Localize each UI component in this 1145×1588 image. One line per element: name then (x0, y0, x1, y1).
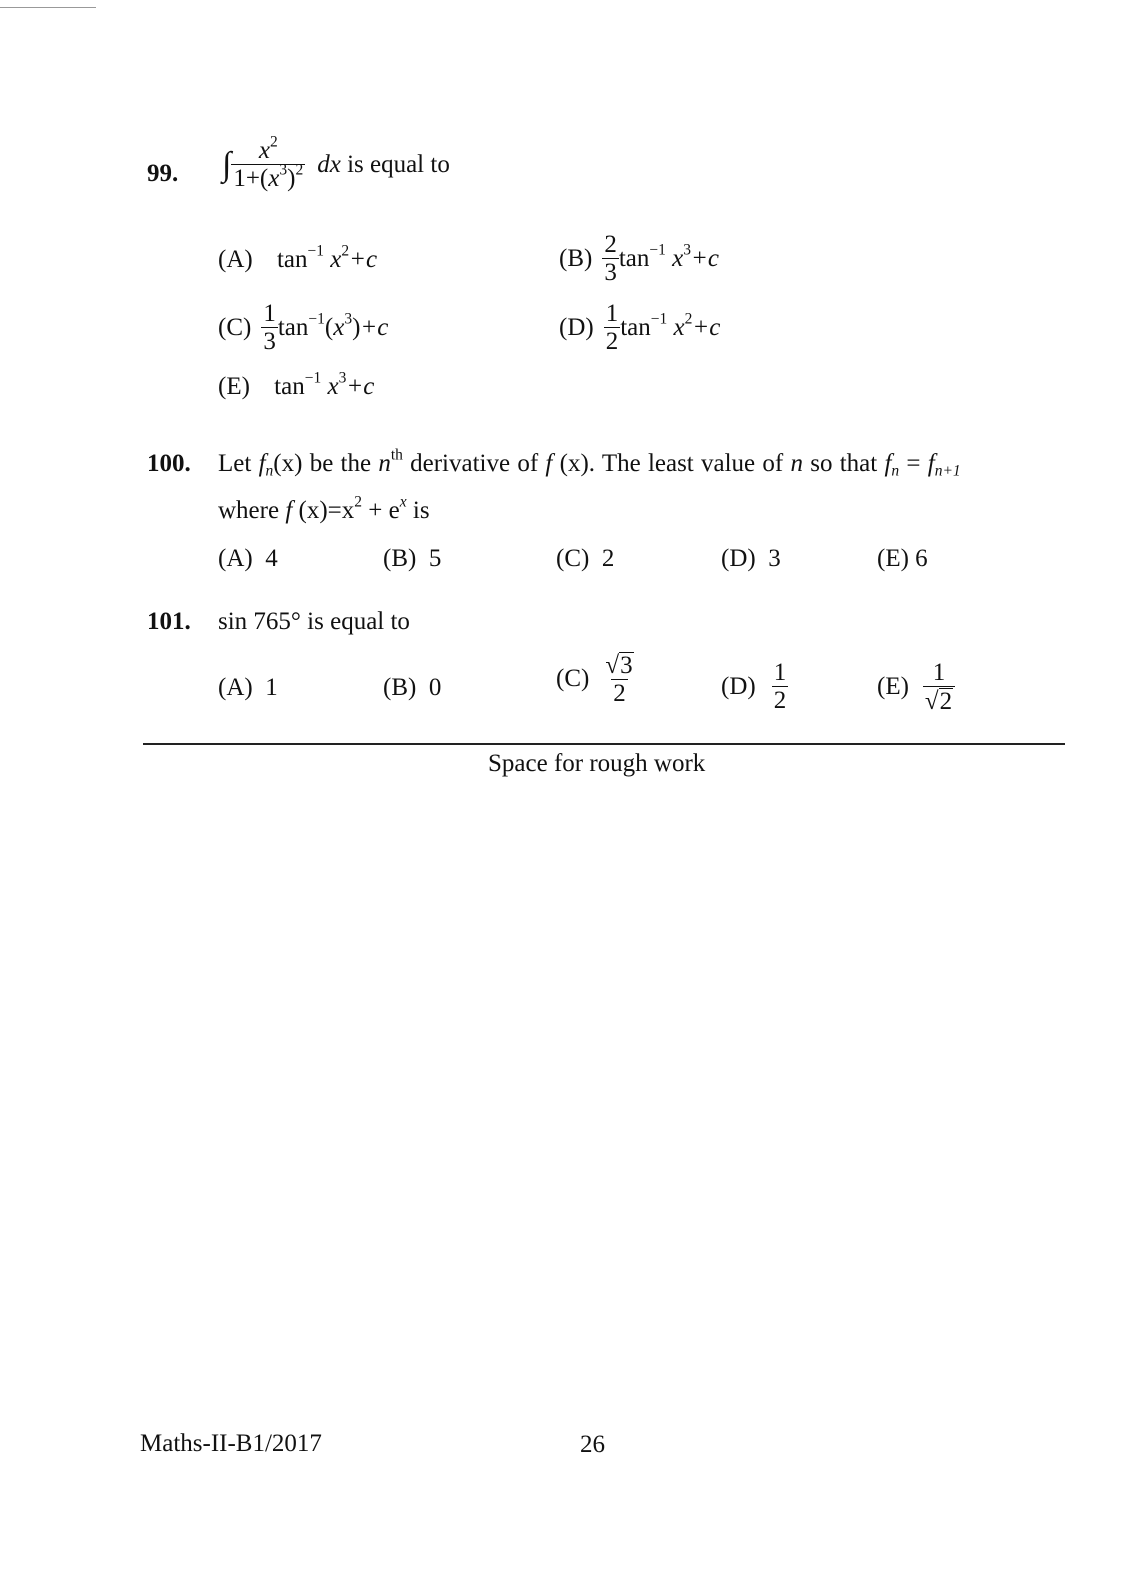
q100-option-d[interactable]: (D) 3 (721, 545, 781, 572)
q99-option-b[interactable]: (B) $\frac{2}{3}$ $\tan^{-1} x^3+c$ (559, 231, 719, 286)
q101-stem: sin 765° is equal to (218, 608, 410, 635)
q99-option-e[interactable]: (E) $\tan^{-1} x^3+c$ (218, 369, 375, 400)
rough-work-label: Space for rough work (488, 750, 706, 777)
q99-number: 99. (147, 160, 179, 187)
rough-work-divider (143, 743, 1065, 745)
sqrt-symbol-icon: √ (605, 652, 620, 679)
q101-option-e[interactable]: (E) 1 √ 2 (877, 660, 955, 714)
q99-integrand: $\frac{x^2}{1+(x^3)^2}$ (233, 133, 304, 192)
q99-stem-text: is equal to (340, 150, 450, 178)
q101-option-d[interactable]: (D) $\frac{1}{2}$ (721, 659, 787, 714)
q99-stem (222, 133, 450, 192)
q100-option-b[interactable]: (B) 5 (383, 545, 442, 572)
q99-option-d[interactable]: (D) $\frac{1}{2}$ $\tan^{-1} x^2+c$ (559, 300, 721, 355)
q100-option-a[interactable]: (A) 4 (218, 545, 278, 572)
q101-option-b[interactable]: (B) 0 (383, 674, 442, 701)
q99-option-a[interactable]: (A) $\tan^{-1} x^2+c$ (218, 242, 378, 273)
top-edge-line (0, 7, 96, 8)
q100-option-e[interactable]: (E) 6 (877, 545, 928, 572)
q99-dx: dx (317, 150, 341, 178)
footer-paper-code: Maths-II-B1/2017 (140, 1430, 322, 1457)
integral-sign-icon: ∫ (222, 145, 232, 183)
q99-option-c[interactable]: (C) $\frac{1}{3}$ $\tan^{-1}(x^3)+c$ (218, 300, 389, 355)
q100-number: 100. (147, 450, 191, 477)
q101-option-a[interactable]: (A) 1 (218, 674, 278, 701)
q100-option-c[interactable]: (C) 2 (556, 545, 615, 572)
q100-stem-line1: Let $f_n(x)$ be the $n^{th}$ derivative of f (x). The least value of n so that $f_n = f_{n+1}$ (218, 446, 961, 480)
q101-number: 101. (147, 608, 191, 635)
sqrt-symbol-icon: √ (924, 688, 939, 715)
q101-option-c[interactable]: (C) √ 3 2 (556, 652, 633, 707)
q100-stem-line2: where f $(x)=x^2 + e^x$ is (218, 493, 430, 524)
page-number: 26 (580, 1431, 605, 1458)
